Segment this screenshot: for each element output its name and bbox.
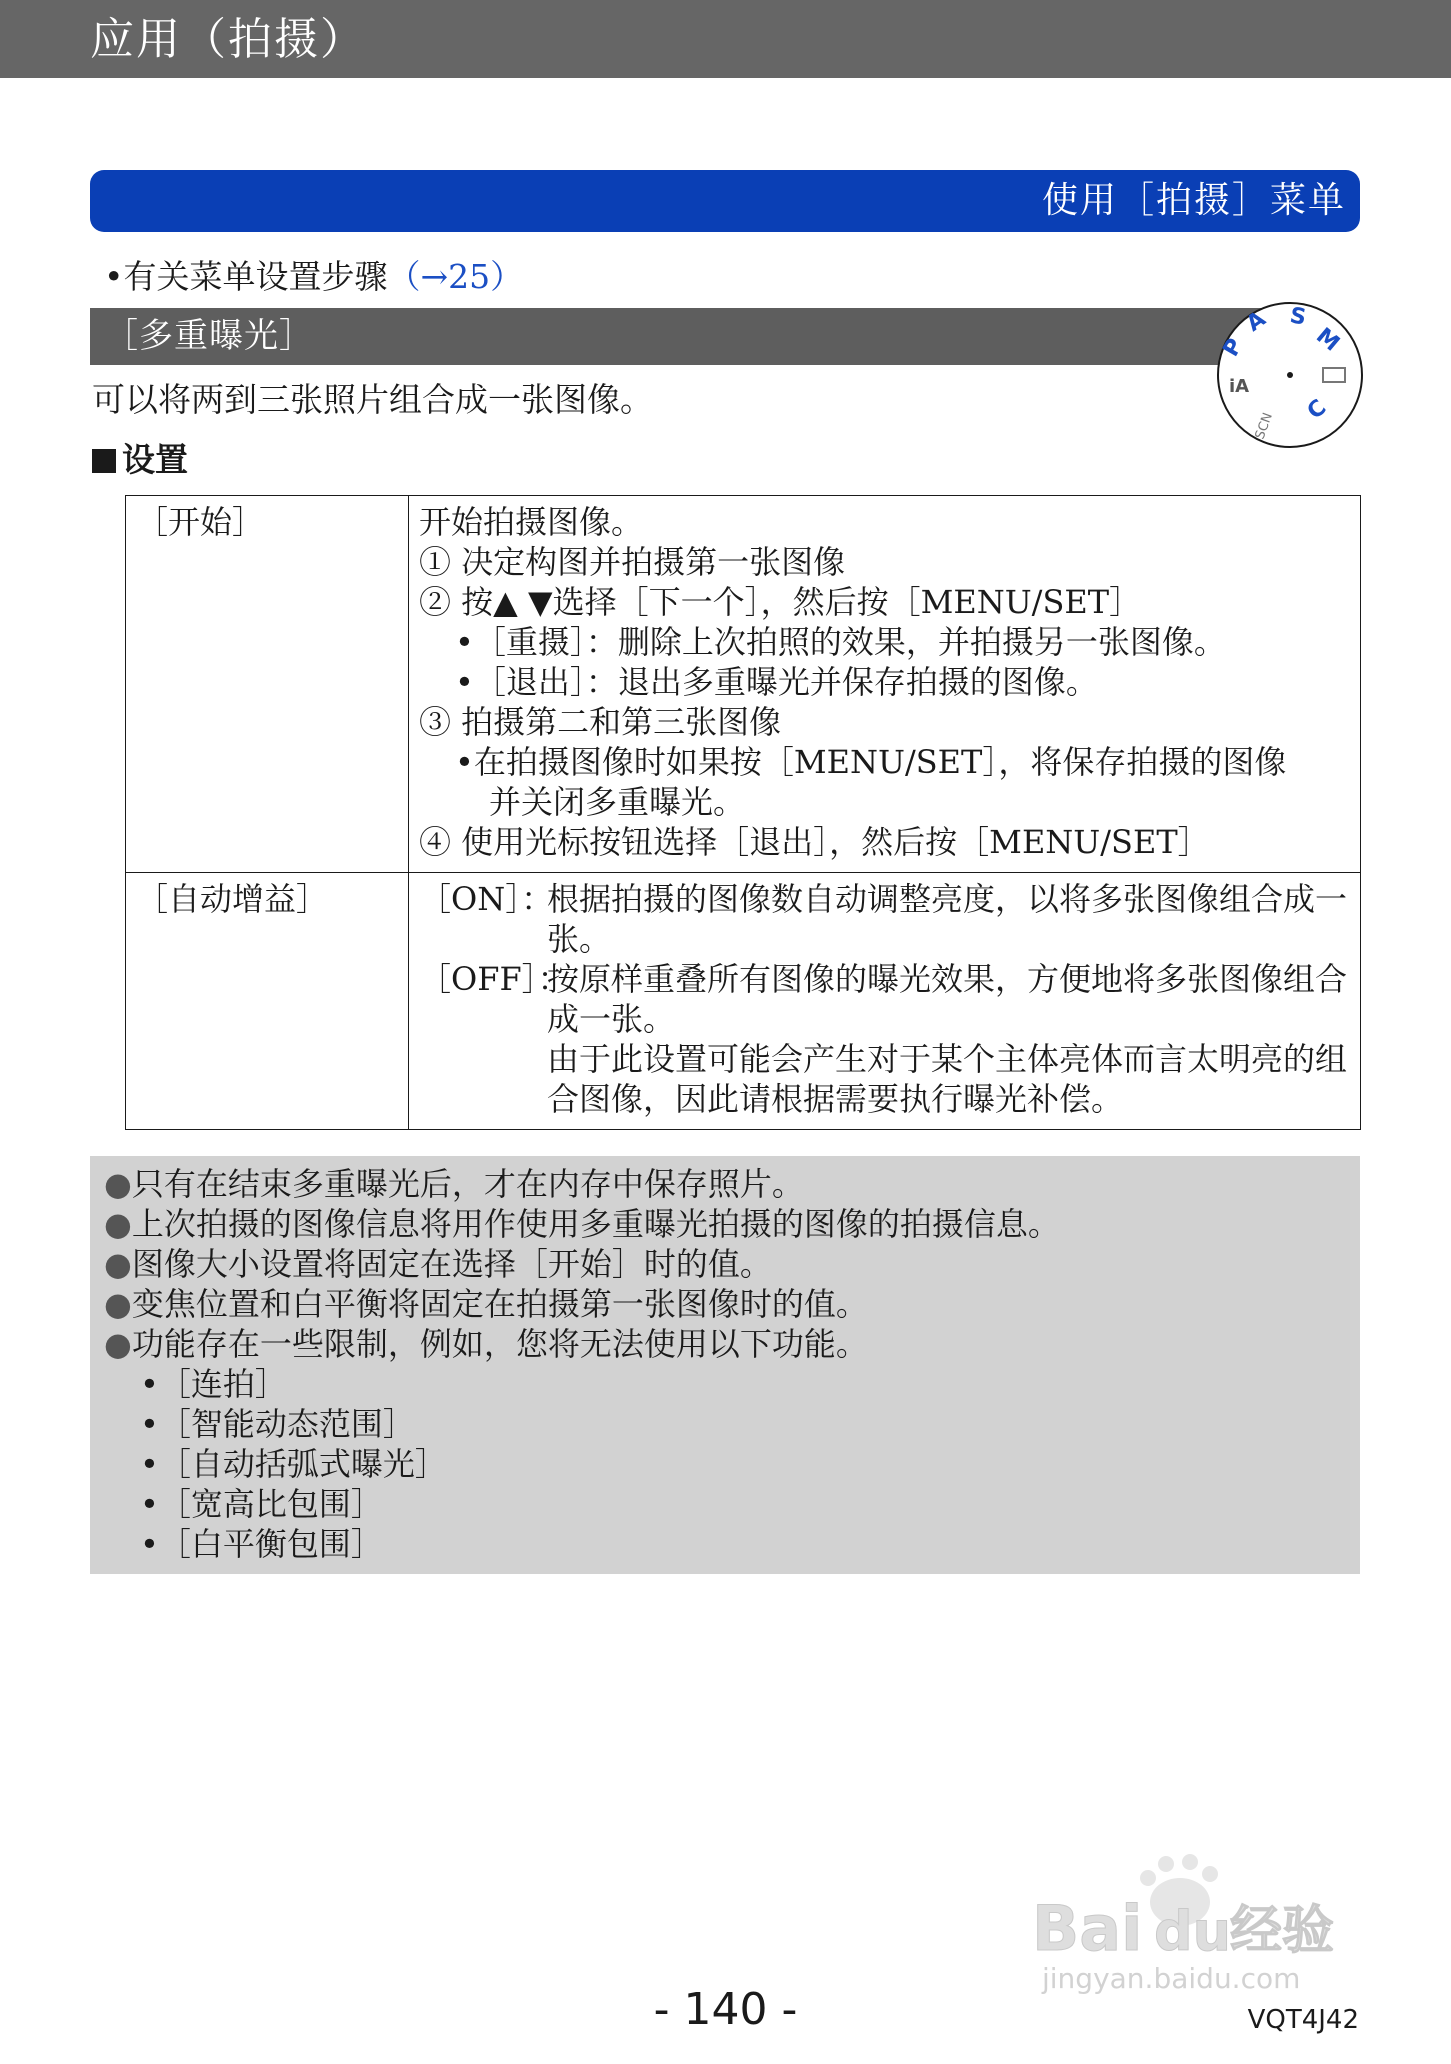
dial-mode-p: P <box>1218 334 1249 361</box>
setting-name: ［自动增益］ <box>126 873 409 1130</box>
reference-text: •有关菜单设置步骤 <box>104 257 388 296</box>
limited-function: •［自动括弧式曝光］ <box>140 1445 447 1483</box>
bullet-icon: ● <box>104 1285 132 1323</box>
page-number: - 140 - <box>653 1984 798 2035</box>
start-sub-save: •在拍摄图像时如果按［MENU/SET］，将保存拍摄的图像 <box>455 743 1287 781</box>
limited-function: •［连拍］ <box>140 1365 287 1403</box>
option-key: ［ON］： <box>419 880 554 918</box>
notes-box <box>90 1156 1360 1574</box>
dial-mode-scn: SCN <box>1252 410 1277 442</box>
start-sub-retake: •［重摄］：删除上次拍照的效果，并拍摄另一张图像。 <box>455 623 1226 661</box>
chapter-title: 应用（拍摄） <box>90 14 366 65</box>
section-title: 使用［拍摄］菜单 <box>1041 180 1346 221</box>
bullet-icon: ● <box>104 1205 132 1243</box>
baidu-jingyan-watermark <box>1030 1850 1360 2000</box>
square-bullet-icon <box>92 449 116 473</box>
document-code: VQT4J42 <box>1247 2005 1359 2035</box>
section-banner <box>90 170 1360 232</box>
limited-function: •［智能动态范围］ <box>140 1405 415 1443</box>
table-row <box>126 496 1361 873</box>
bullet-icon: ● <box>104 1165 132 1203</box>
page-header <box>0 0 1451 78</box>
dial-mode-a: A <box>1242 306 1271 337</box>
note-item: ●只有在结束多重曝光后，才在内存中保存照片。 <box>104 1165 804 1203</box>
svg-text:Bai: Bai <box>1032 1892 1143 1965</box>
start-step-3: ③ 拍摄第二和第三张图像 <box>419 703 782 741</box>
start-step-1: ① 决定构图并拍摄第一张图像 <box>419 543 846 581</box>
dial-mode-ia: iA <box>1229 376 1250 397</box>
svg-text:du: du <box>1154 1900 1232 1963</box>
feature-description: 可以将两到三张照片组合成一张图像。 <box>92 380 653 419</box>
option-on <box>419 879 1350 959</box>
svg-text:经验: 经验 <box>1230 1901 1335 1961</box>
mode-dial-icon <box>1215 300 1365 450</box>
dial-mode-c: C <box>1302 395 1332 425</box>
menu-reference <box>104 252 523 302</box>
limited-function: •［宽高比包围］ <box>140 1485 383 1523</box>
bullet-icon: ● <box>104 1325 132 1363</box>
svg-text:jingyan.baidu.com: jingyan.baidu.com <box>1042 1962 1301 1995</box>
setting-name: ［开始］ <box>126 496 409 873</box>
note-item: ●功能存在一些限制，例如，您将无法使用以下功能。 <box>104 1325 868 1363</box>
note-item: ●图像大小设置将固定在选择［开始］时的值。 <box>104 1245 772 1283</box>
dial-mode-m: M <box>1311 323 1344 357</box>
table-row <box>126 873 1361 1130</box>
setting-description <box>409 496 1361 873</box>
feature-heading <box>90 308 1270 365</box>
start-line: 开始拍摄图像。 <box>419 503 644 541</box>
start-step-4: ④ 使用光标按钮选择［退出］，然后按［MENU/SET］ <box>419 823 1210 861</box>
settings-heading: 设置 <box>92 435 188 485</box>
note-item: ●变焦位置和白平衡将固定在拍摄第一张图像时的值。 <box>104 1285 868 1323</box>
dial-mode-s: S <box>1287 303 1308 331</box>
option-key: ［OFF］： <box>419 960 570 998</box>
settings-table <box>125 495 1361 1130</box>
option-extra-note: 由于此设置可能会产生对于某个主体亮体而言太明亮的组合图像，因此请根据需要执行曝光补偿。 <box>547 1040 1348 1118</box>
start-step-2: ② 按▲ ▼选择［下一个］，然后按［MENU/SET］ <box>419 583 1142 621</box>
bullet-icon: ● <box>104 1245 132 1283</box>
start-sub-save-cont: 并关闭多重曝光。 <box>489 783 746 821</box>
option-off <box>419 959 1350 1119</box>
feature-title: ［多重曝光］ <box>104 316 314 356</box>
limited-function: •［白平衡包围］ <box>140 1525 383 1563</box>
note-item: ●上次拍摄的图像信息将用作使用多重曝光拍摄的图像的拍摄信息。 <box>104 1205 1060 1243</box>
option-desc: 根据拍摄的图像数自动调整亮度，以将多张图像组合成一张。 <box>547 880 1348 958</box>
page-link[interactable]: （→25） <box>387 257 524 296</box>
start-sub-exit: •［退出］：退出多重曝光并保存拍摄的图像。 <box>455 663 1098 701</box>
option-desc: 按原样重叠所有图像的曝光效果，方便地将多张图像组合成一张。 由于此设置可能会产生对于某个主体亮体而言太明亮的组合图像，因此请根据需要执行曝光补偿。 <box>547 960 1348 1118</box>
setting-description <box>409 873 1361 1130</box>
